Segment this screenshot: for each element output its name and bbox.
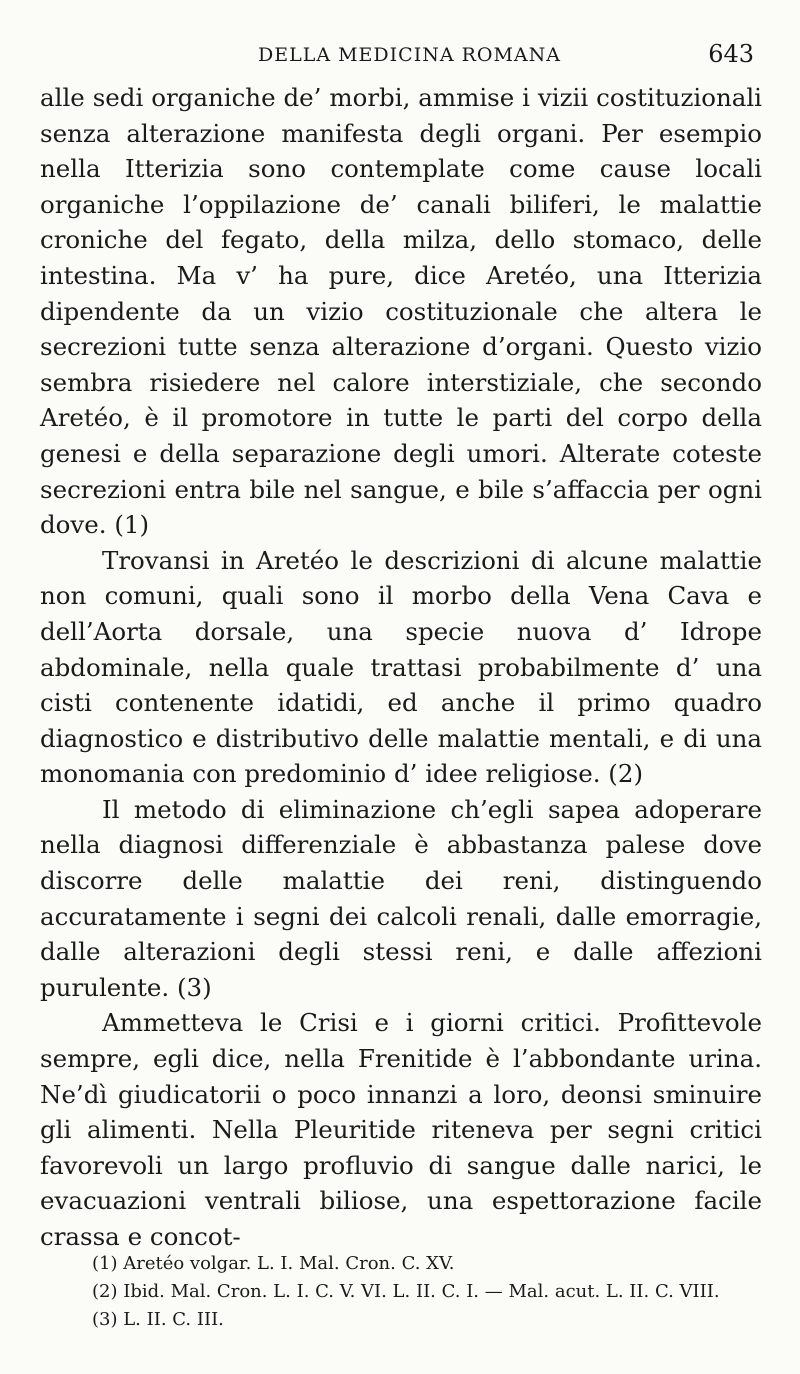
footnote: (3) L. II. C. III. (92, 1309, 224, 1330)
paragraph: Trovansi in Aretéo le descrizioni di alcune malattie non comuni, quali sono il morbo della Vena Cava e dell’Aorta dorsale, una specie nuova d’ Idrope abdominale, nella quale trattasi probabilmente d’ una cisti contenente idatidi, ed anche il primo quadro diagnostico e distributivo delle malattie mentali, e di una monomania con predominio d’ idee religiose. (2) (40, 545, 762, 789)
paragraph: Il metodo di eliminazione ch’egli sapea adoperare nella diagnosi differenziale è abbastanza palese dove discorre delle malattie dei reni, distinguendo accuratamente i segni dei calcoli renali, dalle emorragie, dalle alterazioni degli stessi reni, e dalle affezioni purulente. (3) (40, 794, 762, 1002)
body-text (40, 80, 762, 1255)
paragraph: Ammetteva le Crisi e i giorni critici. Profittevole sempre, egli dice, nella Frenitide è l’abbondante urina. Ne’dì giudicatorii o poco innanzi a loro, deonsi sminuire gli alimenti. Nella Pleuritide riteneva per segni critici favorevoli un largo profluvio di sangue dalle narici, le evacuazioni ventrali biliose, una espettorazione facile crassa e concot- (40, 1008, 762, 1251)
paragraph-continued: alle sedi organiche de’ morbi, ammise i vizii costituzionali senza alterazione manifesta degli organi. Per esempio nella Itterizia sono contemplate come cause locali organiche l’oppilazione de’ canali biliferi, le malattie croniche del fegato, della milza, dello stomaco, delle intestina. Ma v’ ha pure, dice Aretéo, una Itterizia dipendente da un vizio costituzionale che altera le secrezioni tutte senza alterazione d’organi. Questo vizio sembra risiedere nel calore interstiziale, che secondo Aretéo, è il promotore in tutte le parti del corpo della genesi e della separazione degli umori. Alterate coteste secrezioni entra bile nel sangue, e bile s’affaccia per ogni dove. (1) (40, 83, 762, 540)
page-number: 643 (708, 40, 754, 68)
running-head (0, 36, 800, 76)
footnote: (2) Ibid. Mal. Cron. L. I. C. V. VI. L. II. C. I. — Mal. acut. L. II. C. VIII. (92, 1281, 720, 1302)
running-title: DELLA MEDICINA ROMANA (258, 44, 561, 66)
footnote: (1) Aretéo volgar. L. I. Mal. Cron. C. XV. (92, 1253, 455, 1274)
footnotes (92, 1250, 772, 1334)
